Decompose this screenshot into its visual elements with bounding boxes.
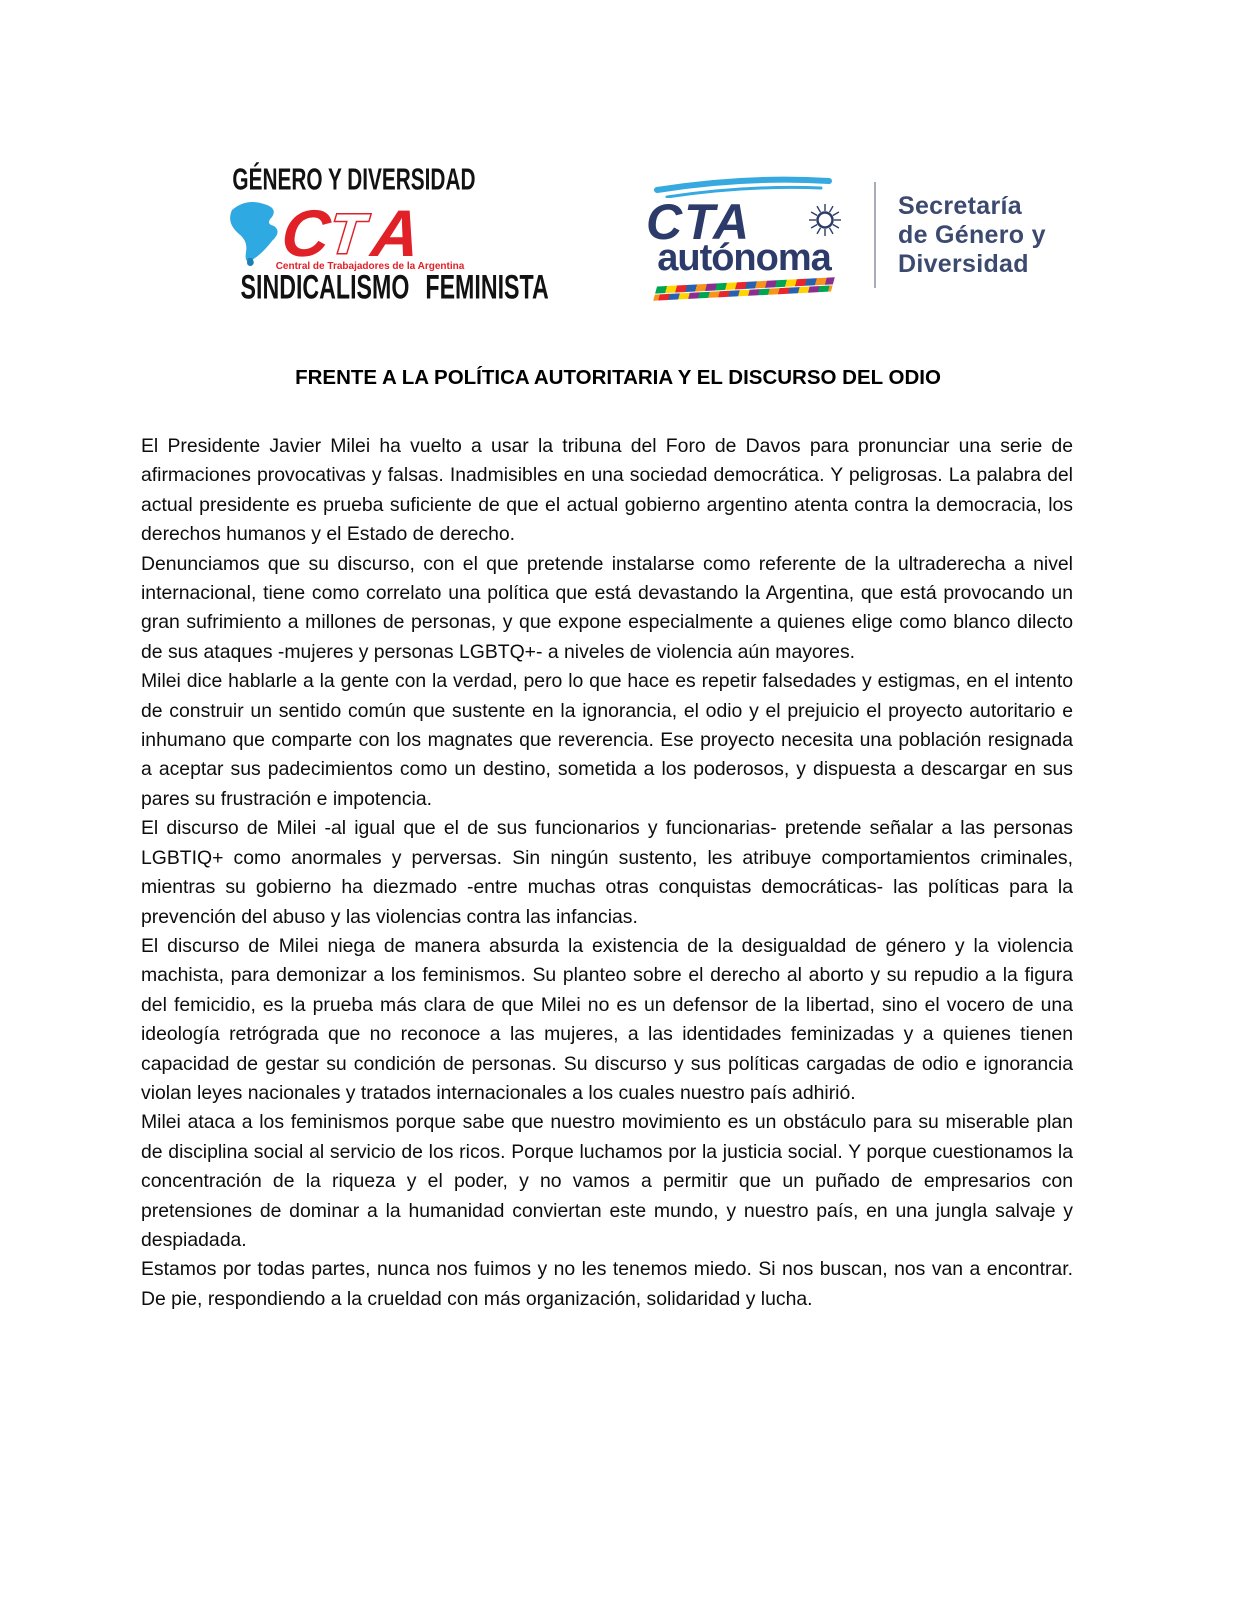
autonoma-wordmark: autónoma bbox=[657, 237, 831, 279]
document-title: FRENTE A LA POLÍTICA AUTORITARIA Y EL DISCURSO DEL ODIO bbox=[295, 366, 941, 389]
cta-letter-a: A bbox=[368, 197, 424, 271]
paragraph-3: Milei dice hablarle a la gente con la verdad, pero lo que hace es repetir falsedades y estigmas, en el intento de construir un sentido común que sustente en la ignorancia, el odio y el prejuicio el proyecto autoritario e inhumano que comparte con los magnates que reverencia. Ese proyecto necesita una población resignada a aceptar sus padecimientos como un destino, sometida a los poderosos, y dispuesta a descargar en sus pares su frustración e impotencia. bbox=[141, 670, 1073, 810]
paragraph-2: Denunciamos que su discurso, con el que pretende instalarse como referente de la ultraderecha a nivel internacional, tiene como correlato una política que está devastando la Argentina, que está provocando un gran sufrimiento a millones de personas, y que expone especialmente a quienes elige como blanco dilecto de sus ataques -mujeres y personas LGBTQ+- a niveles de violencia aún mayores. bbox=[141, 552, 1073, 663]
paragraph-7: Estamos por todas partes, nunca nos fuimos y no les tenemos miedo. Si nos buscan, nos van a encontrar. De pie, respondiendo a la crueldad con más organización, solidaridad y lucha. bbox=[141, 1258, 1073, 1310]
logo-left-top-text: GÉNERO Y DIVERSIDAD bbox=[232, 161, 476, 197]
logo-left-bottom-text: SINDICALISMO FEMINISTA bbox=[240, 269, 549, 307]
sun-icon bbox=[809, 204, 841, 236]
cta-navy-letters: CTA bbox=[646, 198, 752, 246]
cta-emblem bbox=[202, 196, 492, 272]
checkered-stripe bbox=[653, 277, 835, 301]
cta-tagline: Central de Trabajadores de la Argentina bbox=[275, 261, 465, 272]
cta-logo-graphic bbox=[218, 196, 476, 272]
cta-autonoma-secretaria-logo bbox=[640, 174, 1046, 296]
cta-autonoma-block bbox=[640, 174, 848, 296]
swoosh-icon bbox=[649, 174, 839, 198]
secretaria-title bbox=[898, 192, 1046, 279]
paragraph-1: El Presidente Javier Milei ha vuelto a usar la tribuna del Foro de Davos para pronunciar una serie de afirmaciones provocativas y falsas. Inadmisibles en una sociedad democrática. Y peligrosas. La palabra del actual presidente es prueba suficiente de que el actual gobierno argentino atenta contra la democracia, los derechos humanos y el Estado de derecho. bbox=[141, 435, 1073, 546]
paragraph-4: El discurso de Milei -al igual que el de sus funcionarios y funcionarias- pretende señalar a las personas LGBTIQ+ como anormales y perversas. Sin ningún sustento, les atribuye comportamientos criminales, mientras su gobierno ha diezmado -entre muchas otras conquistas democráticas- las políticas para la prevención del abuso y las violencias contra las infancias. bbox=[141, 817, 1073, 928]
cta-letter-c: C bbox=[278, 197, 334, 271]
south-america-map-icon bbox=[230, 202, 277, 266]
cta-genero-diversidad-logo bbox=[202, 161, 549, 307]
secretaria-line2: de Género y bbox=[898, 220, 1046, 249]
cta-letter-t: T bbox=[326, 202, 368, 265]
secretaria-line1: Secretaría bbox=[898, 191, 1022, 220]
secretaria-line3: Diversidad bbox=[898, 249, 1029, 278]
document-body bbox=[141, 432, 1073, 1314]
logo-divider bbox=[874, 182, 876, 288]
paragraph-6: Milei ataca a los feminismos porque sabe que nuestro movimiento es un obstáculo para su miserable plan de disciplina social al servicio de los ricos. Porque luchamos por la justicia social. Y porque cuestionamos la concentración de la riqueza y el poder, y no vamos a permitir que un puñado de empresarios con pretensiones de dominar a la humanidad conviertan este mundo, y nuestro país, en una jungla salvaje y despiadada. bbox=[141, 1111, 1073, 1251]
cta-letters bbox=[278, 197, 423, 271]
paragraph-5: El discurso de Milei niega de manera absurda la existencia de la desigualdad de género y la violencia machista, para demonizar a los feminismos. Su planteo sobre el derecho al aborto y su repudio a la figura del femicidio, es la prueba más clara de que Milei no es un defensor de la libertad, sino el vocero de una ideología retrógrada que no reconoce a las mujeres, a las identidades feminizadas y a quienes tienen capacidad de gestar su condición de personas. Su discurso y sus políticas cargadas de odio e ignorancia violan leyes nacionales y tratados internacionales a los cuales nuestro país adhirió. bbox=[141, 934, 1073, 1104]
